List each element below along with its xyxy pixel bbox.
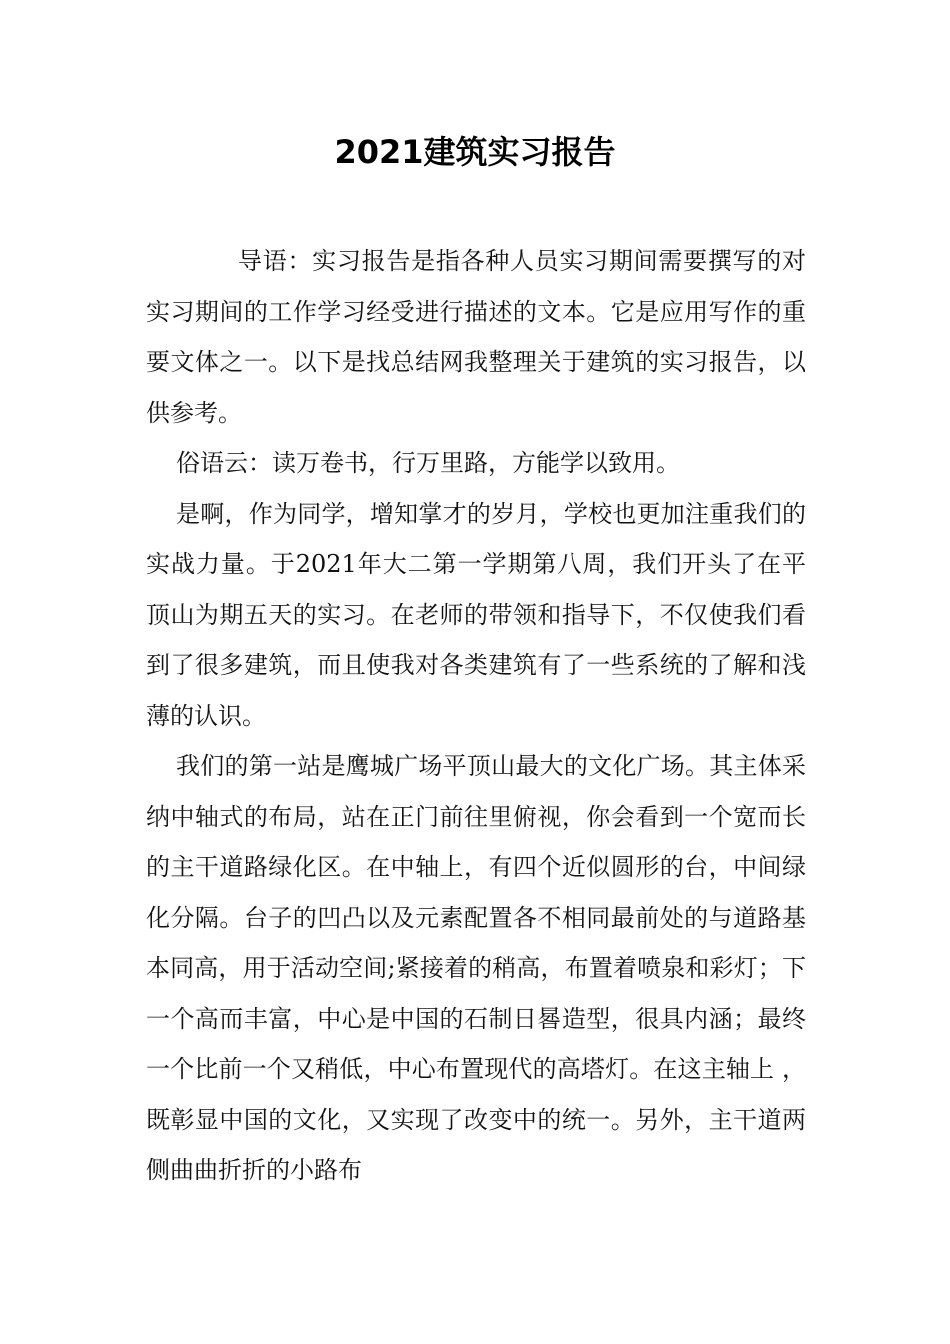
- document-title: 2021建筑实习报告: [334, 133, 616, 171]
- body-paragraph-1: 是啊，作为同学，增知掌才的岁月，学校也更加注重我们的实战力量。于2021年大二第一学期第八周，我们开头了在平顶山为期五天的实习。在老师的带领和指导下，不仅使我们看到了很多建筑，而且使我对各类建筑有了一些系统的了解和浅薄的认识。: [146, 499, 806, 730]
- document-body: [146, 236, 806, 1196]
- proverb-paragraph: 俗语云：读万卷书，行万里路，方能学以致用。: [176, 449, 680, 477]
- intro-paragraph: 导语：实习报告是指各种人员实习期间需要撰写的对实习期间的工作学习经受进行描述的文本。它是应用写作的重要文体之一。以下是找总结网我整理关于建筑的实习报告，以供参考。: [146, 247, 806, 427]
- body-paragraph-2: 我们的第一站是鹰城广场平顶山最大的文化广场。其主体采纳中轴式的布局，站在正门前往里俯视，你会看到一个宽而长的主干道路绿化区。在中轴上，有四个近似圆形的台，中间绿化分隔。台子的凹凸以及元素配置各不相同最前处的与道路基本同高，用于活动空间;紧接着的稍高，布置着喷泉和彩灯；下一个高而丰富，中心是中国的石制日晷造型，很具内涵；最终一个比前一个又稍低，中心布置现代的高塔灯。在这主轴上 ，既彰显中国的文化，又实现了改变中的统一。另外，主干道两侧曲曲折折的小路布: [146, 752, 806, 1184]
